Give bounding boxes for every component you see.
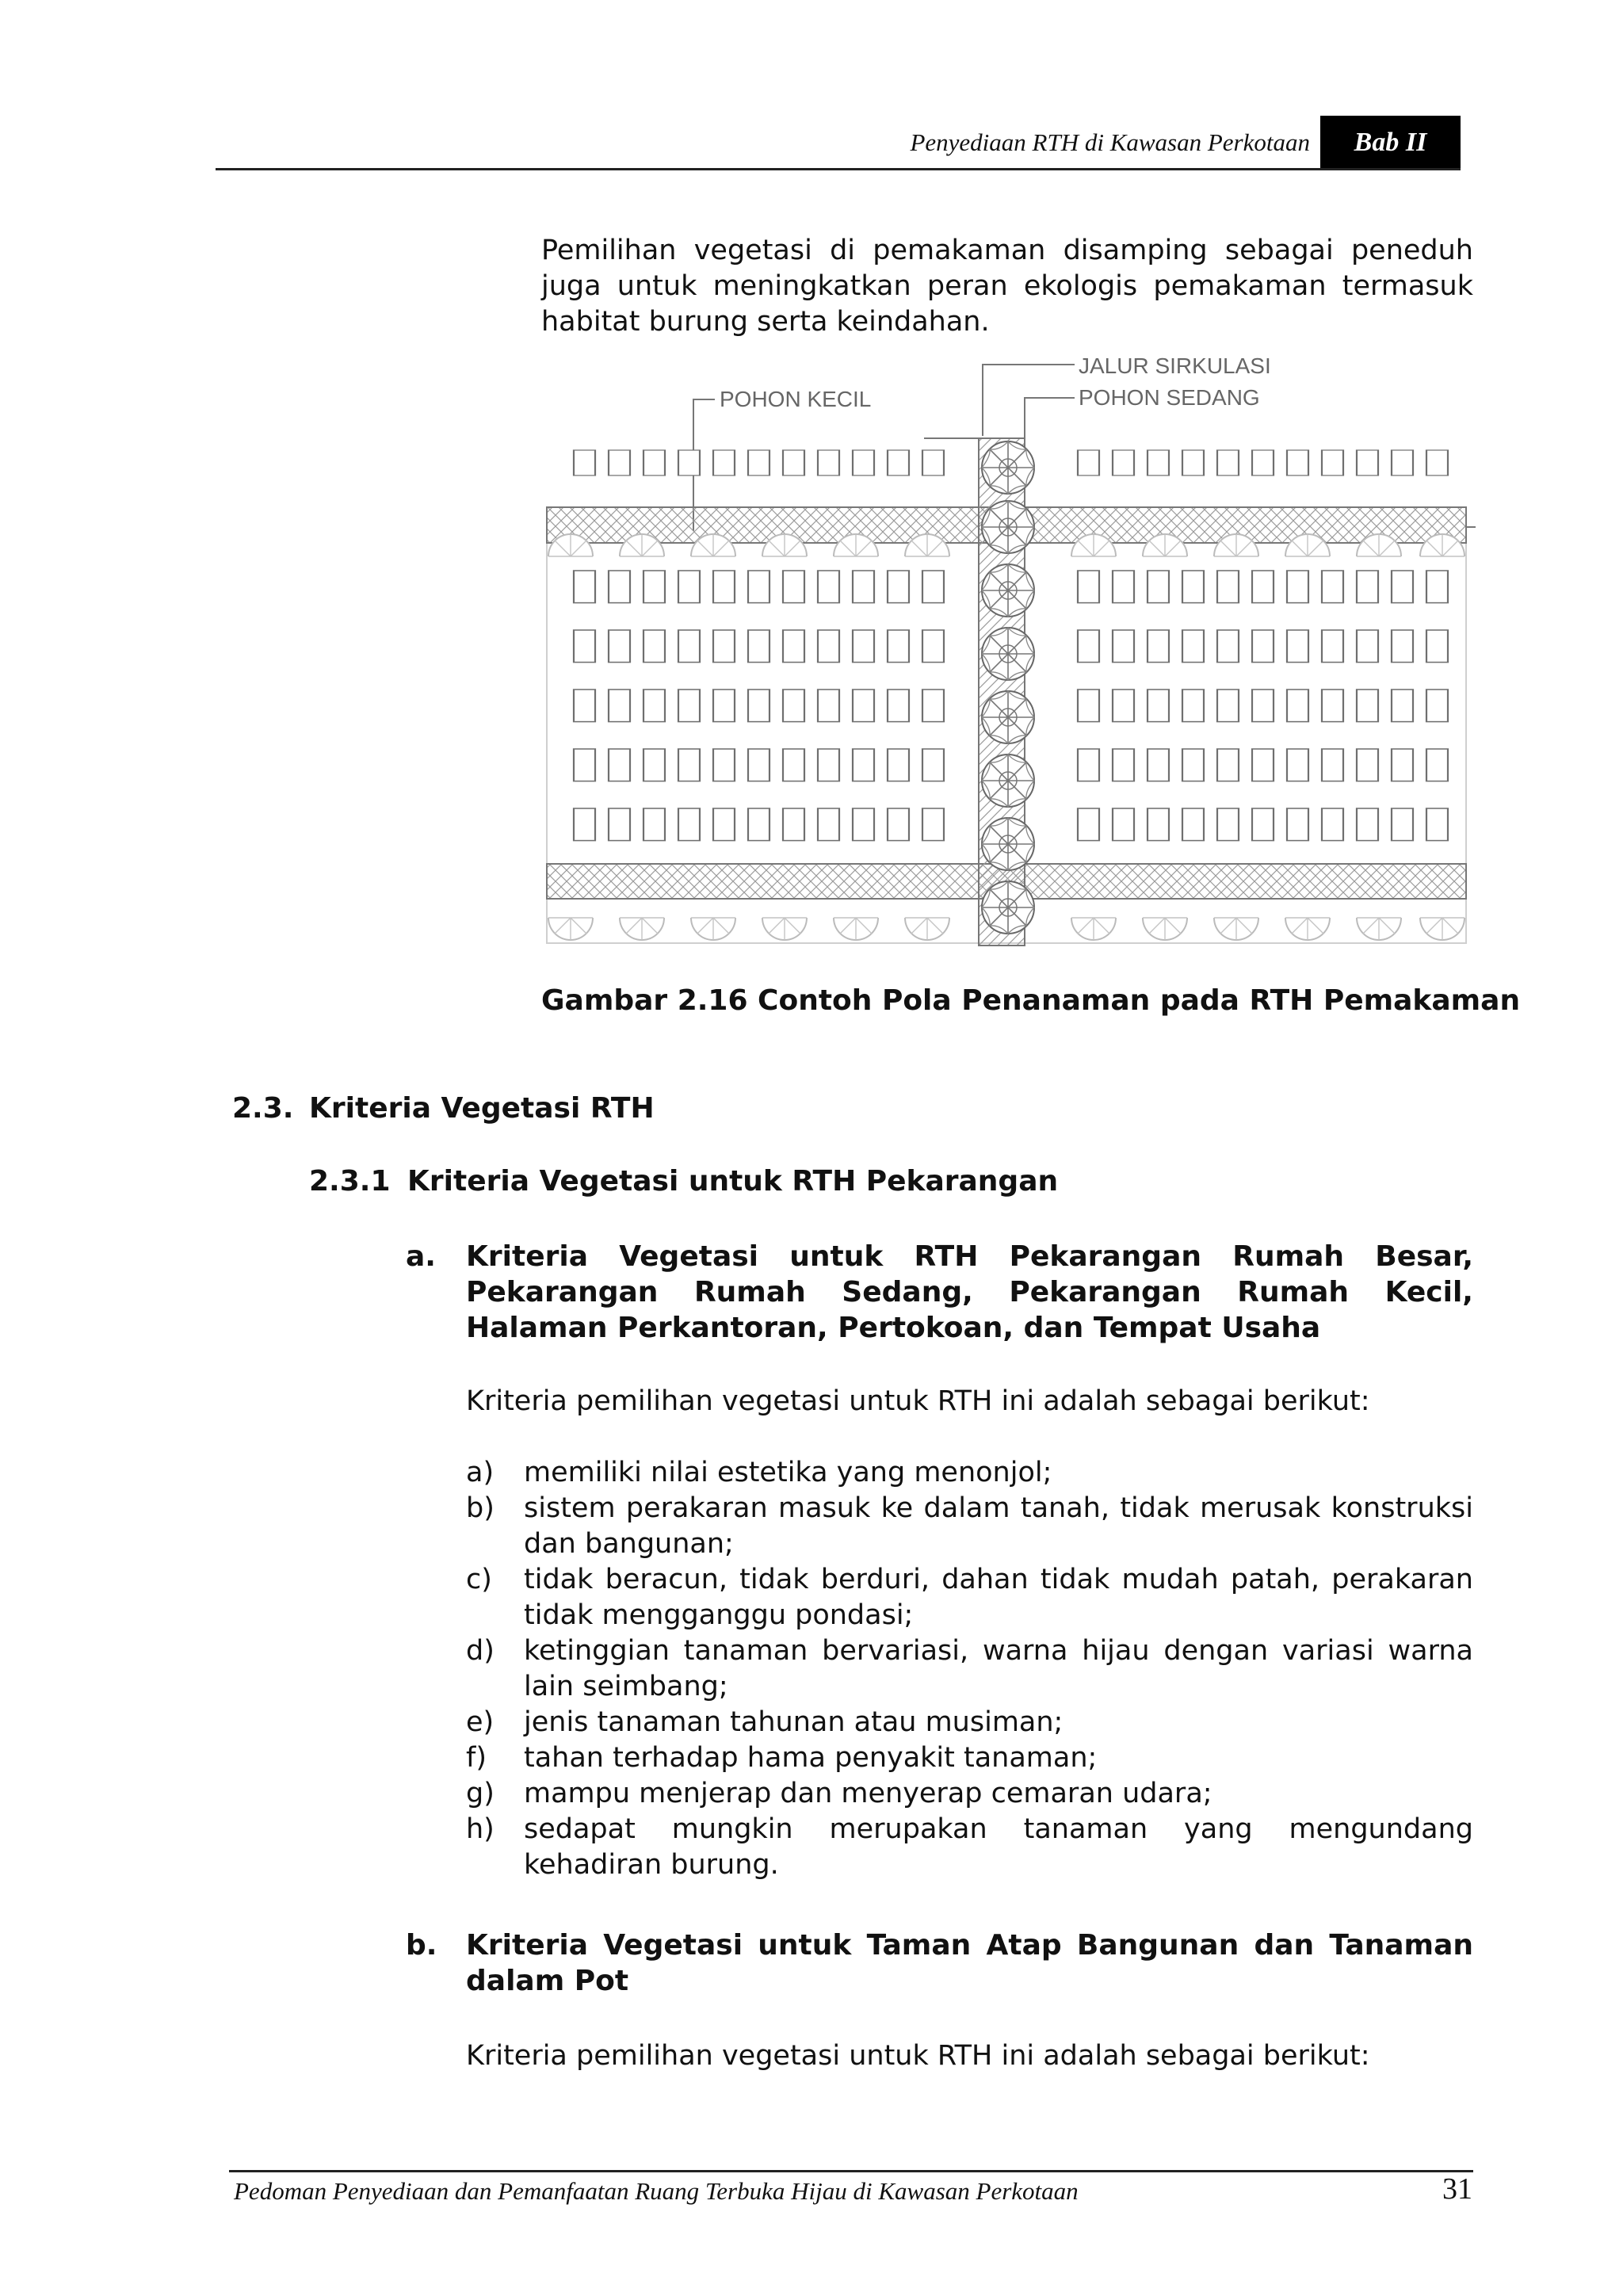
list-text: sedapat mungkin merupakan tanaman yang mengundang kehadiran burung. xyxy=(524,1813,1473,1881)
list-text: memiliki nilai estetika yang menonjol; xyxy=(524,1457,1052,1488)
list-item xyxy=(466,1562,1473,1633)
subheading-letter: b. xyxy=(406,1929,437,1962)
list-item xyxy=(466,1776,1473,1812)
header-rule xyxy=(216,168,1461,170)
cemetery-planting-diagram xyxy=(539,349,1490,975)
list-item xyxy=(466,1740,1473,1776)
section-number: 2.3. xyxy=(232,1092,294,1125)
list-text: tidak beracun, tidak berduri, dahan tidak mudah patah, perakaran tidak mengganggu pondasi; xyxy=(524,1564,1473,1631)
criteria-intro-a: Kriteria pemilihan vegetasi untuk RTH ini adalah sebagai berikut: xyxy=(466,1385,1370,1417)
list-item xyxy=(466,1455,1473,1491)
label-pohon-sedang: POHON SEDANG xyxy=(1079,385,1260,410)
list-marker: h) xyxy=(466,1813,495,1845)
list-text: tahan terhadap hama penyakit tanaman; xyxy=(524,1742,1098,1774)
list-marker: g) xyxy=(466,1778,495,1809)
subheading-title: Kriteria Vegetasi untuk Taman Atap Bangunan dan Tanaman dalam Pot xyxy=(466,1929,1473,1997)
list-marker: d) xyxy=(466,1635,495,1667)
footer-title: Pedoman Penyediaan dan Pemanfaatan Ruang Terbuka Hijau di Kawasan Perkotaan xyxy=(234,2177,1079,2205)
list-marker: b) xyxy=(466,1492,495,1524)
list-item xyxy=(466,1633,1473,1705)
label-jalur-sirkulasi: JALUR SIRKULASI xyxy=(1079,353,1271,378)
list-item xyxy=(466,1705,1473,1740)
list-text: mampu menjerap dan menyerap cemaran udara; xyxy=(524,1778,1212,1809)
list-text: sistem perakaran masuk ke dalam tanah, tidak merusak konstruksi dan bangunan; xyxy=(524,1492,1473,1560)
footer-rule xyxy=(229,2170,1473,2172)
running-header-title: Penyediaan RTH di Kawasan Perkotaan xyxy=(910,128,1310,156)
subsection-title: Kriteria Vegetasi untuk RTH Pekarangan xyxy=(407,1165,1059,1198)
page-number: 31 xyxy=(1442,2172,1472,2206)
subheading-b xyxy=(406,1927,1473,1999)
subheading-title: Kriteria Vegetasi untuk RTH Pekarangan Rumah Besar, Pekarangan Rumah Sedang, Pekarangan Rumah Kecil, Halaman Perkantoran, Pertokoan, dan Tempat Usaha xyxy=(466,1240,1473,1344)
list-item xyxy=(466,1812,1473,1883)
subheading-letter: a. xyxy=(406,1240,436,1273)
intro-paragraph: Pemilihan vegetasi di pemakaman disamping sebagai peneduh juga untuk meningkatkan peran ekologis pemakaman termasuk habitat burung serta keindahan. xyxy=(541,235,1473,338)
list-text: jenis tanaman tahunan atau musiman; xyxy=(524,1706,1064,1738)
list-text: ketinggian tanaman bervariasi, warna hijau dengan variasi warna lain seimbang; xyxy=(524,1635,1473,1702)
criteria-intro-b: Kriteria pemilihan vegetasi untuk RTH ini adalah sebagai berikut: xyxy=(466,2040,1370,2072)
label-pohon-kecil: POHON KECIL xyxy=(720,387,872,411)
criteria-list xyxy=(466,1455,1473,1883)
section-heading-2-3-1 xyxy=(309,1165,1058,1198)
list-marker: e) xyxy=(466,1706,495,1738)
list-marker: c) xyxy=(466,1564,492,1595)
list-item xyxy=(466,1491,1473,1562)
list-marker: a) xyxy=(466,1457,495,1488)
figure-caption: Gambar 2.16 Contoh Pola Penanaman pada RTH Pemakaman xyxy=(541,984,1521,1017)
chapter-badge: Bab II xyxy=(1320,116,1461,169)
subheading-a xyxy=(406,1239,1473,1346)
list-marker: f) xyxy=(466,1742,487,1774)
subsection-number: 2.3.1 xyxy=(309,1165,391,1198)
section-heading-2-3 xyxy=(232,1092,655,1125)
section-title: Kriteria Vegetasi RTH xyxy=(309,1092,655,1125)
